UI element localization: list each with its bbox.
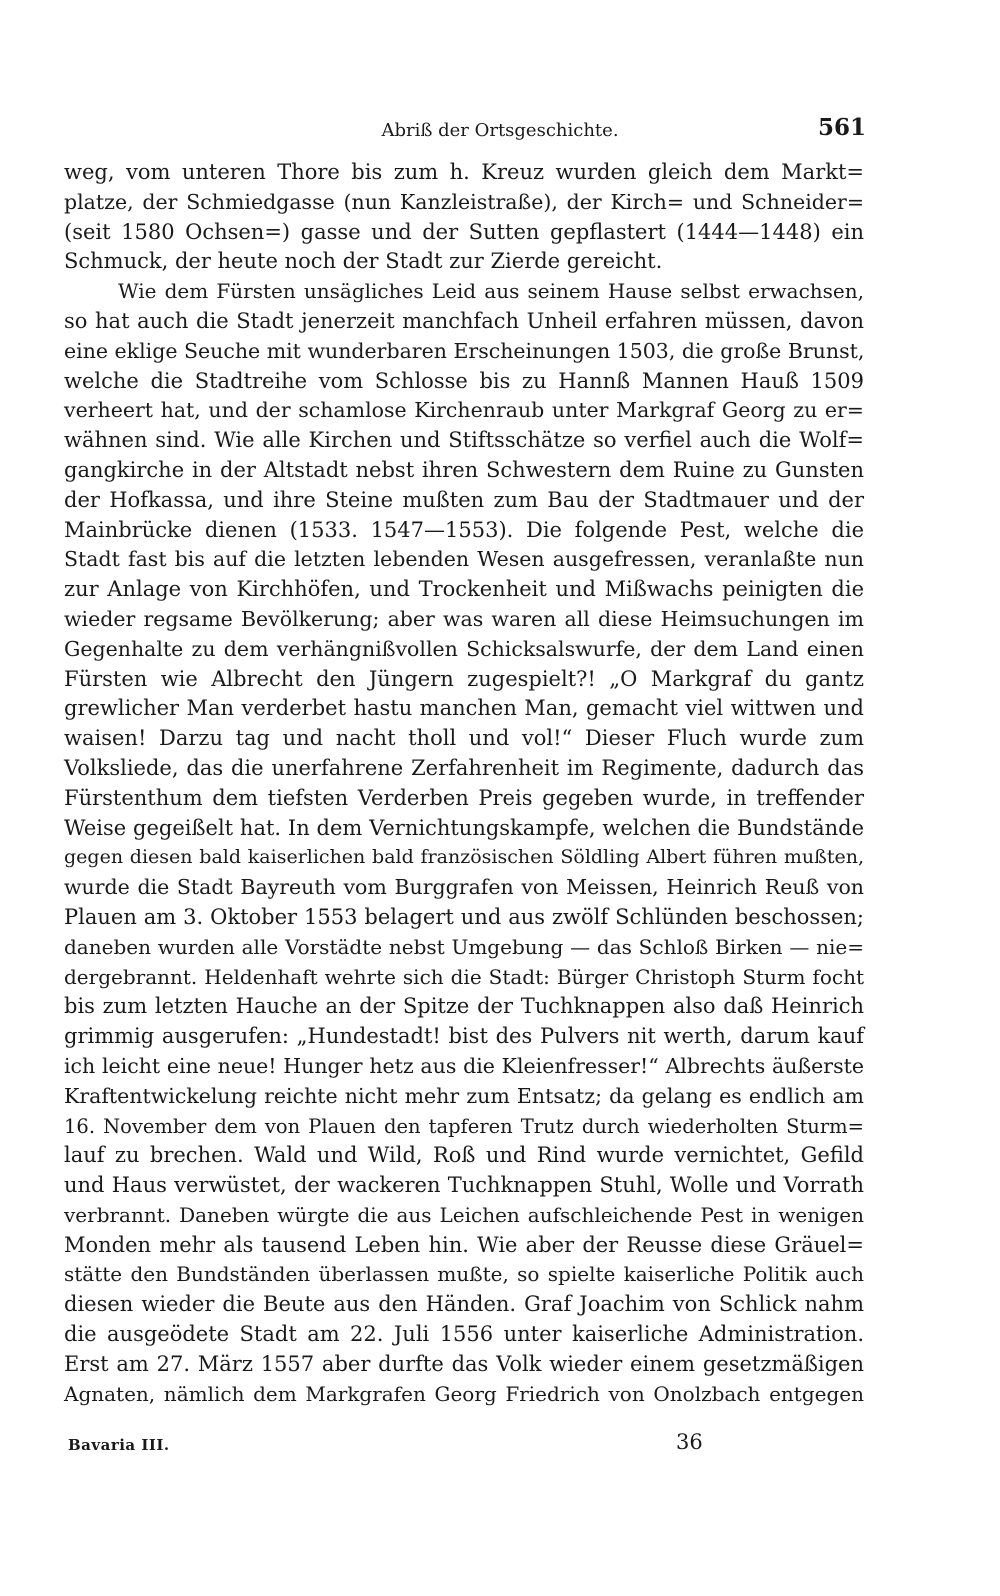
text-line: weg, vom unteren Thore bis zum h. Kreuz wurden gleich dem Markt= (64, 160, 864, 184)
text-line: platze, der Schmiedgasse (nun Kanzleistraße), der Kirch= und Schneider= (64, 189, 864, 214)
text-line: welche die Stadtreihe vom Schlosse bis zu Hannß Mannen Hauß 1509 (64, 368, 864, 393)
text-line: waisen! Darzu tag und nacht tholl und vol!“ Dieser Fluch wurde zum (64, 726, 864, 751)
text-line: Agnaten, nämlich dem Markgrafen Georg Friedrich von Onolzbach entgegen (64, 1381, 864, 1406)
text-line: gangkirche in der Altstadt nebst ihren Schwestern dem Ruine zu Gunsten (64, 457, 864, 482)
text-line: grewlicher Man verderbet hastu manchen Man, gemacht viel wittwen und (64, 696, 864, 721)
text-line: bis zum letzten Hauche an der Spitze der Tuchknappen also daß Heinrich (64, 994, 864, 1019)
text-line: so hat auch die Stadt jenerzeit manchfach Unheil erfahren müssen, davon (64, 308, 864, 333)
text-line: dergebrannt. Heldenhaft wehrte sich die Stadt: Bürger Christoph Sturm focht (64, 964, 864, 989)
text-line: grimmig ausgerufen: „Hundestadt! bist des Pulvers nit werth, darum kauf (64, 1024, 864, 1049)
text-line: Wie dem Fürsten unsägliches Leid aus seinem Hause selbst erwachsen, (118, 279, 864, 304)
text-line: wieder regsame Bevölkerung; aber was waren all diese Heimsuchungen im (64, 606, 864, 631)
text-line: ich leicht eine neue! Hunger hetz aus die Kleienfresser!“ Albrechts äußerste (64, 1053, 864, 1078)
text-line: lauf zu brechen. Wald und Wild, Roß und Rind wurde vernichtet, Gefild (64, 1143, 864, 1168)
text-line: die ausgeödete Stadt am 22. Juli 1556 unter kaiserliche Administration. (64, 1322, 864, 1347)
text-line: Gegenhalte zu dem verhängnißvollen Schicksalswurfe, der dem Land einen (64, 636, 864, 661)
running-title: Abriß der Ortsgeschichte. (381, 120, 619, 141)
text-line: Monden mehr als tausend Leben hin. Wie aber der Reusse diese Gräuel= (64, 1232, 864, 1257)
body-text (64, 158, 864, 1409)
text-line: wurde die Stadt Bayreuth vom Burggrafen von Meissen, Heinrich Reuß von (64, 875, 864, 900)
text-line: stätte den Bundständen überlassen mußte, so spielte kaiserliche Politik auch (64, 1262, 864, 1287)
text-line: gegen diesen bald kaiserlichen bald französischen Söldling Albert führen mußten, (64, 846, 864, 869)
text-line: Erst am 27. März 1557 aber durfte das Volk wieder einem gesetzmäßigen (64, 1351, 864, 1376)
text-line: verheert hat, und der schamlose Kirchenraub unter Markgraf Georg zu er= (64, 398, 864, 423)
text-line: verbrannt. Daneben würgte die aus Leichen aufschleichende Pest in wenigen (64, 1202, 864, 1227)
text-line: Kraftentwickelung reichte nicht mehr zum Entsatz; da gelang es endlich am (64, 1083, 864, 1108)
printer-signature: Bavaria III. (68, 1436, 170, 1454)
text-line: daneben wurden alle Vorstädte nebst Umgebung — das Schloß Birken — nie= (64, 934, 864, 959)
text-line: Stadt fast bis auf die letzten lebenden Wesen ausgefressen, veranlaßte nun (64, 547, 864, 572)
text-line: (seit 1580 Ochsen=) gasse und der Sutten gepflastert (1444—1448) ein (64, 219, 864, 244)
sheet-number: 36 (676, 1430, 703, 1454)
text-line: Fürsten wie Albrecht den Jüngern zugespielt?! „O Markgraf du gantz (64, 666, 864, 691)
text-line: Schmuck, der heute noch der Stadt zur Zierde gereicht. (64, 249, 663, 274)
text-line: zur Anlage von Kirchhöfen, und Trockenheit und Mißwachs peinigten die (64, 577, 864, 602)
text-line: Plauen am 3. Oktober 1553 belagert und aus zwölf Schlünden beschossen; (64, 904, 864, 929)
text-line: und Haus verwüstet, der wackeren Tuchknappen Stuhl, Wolle und Vorrath (64, 1173, 864, 1198)
text-line: der Hofkassa, und ihre Steine mußten zum Bau der Stadtmauer und der (64, 487, 864, 512)
page-number: 561 (817, 114, 866, 141)
text-line: wähnen sind. Wie alle Kirchen und Stiftsschätze so verfiel auch die Wolf= (64, 428, 864, 453)
text-line: eine eklige Seuche mit wunderbaren Erscheinungen 1503, die große Brunst, (64, 338, 865, 363)
text-line: 16. November dem von Plauen den tapferen Trutz durch wiederholten Sturm= (64, 1114, 864, 1138)
text-line: Mainbrücke dienen (1533. 1547—1553). Die folgende Pest, welche die (64, 517, 864, 542)
text-line: Weise gegeißelt hat. In dem Vernichtungskampfe, welchen die Bundstände (64, 815, 864, 840)
text-line: diesen wieder die Beute aus den Händen. Graf Joachim von Schlick nahm (64, 1292, 864, 1317)
text-line: Fürstenthum dem tiefsten Verderben Preis gegeben wurde, in treffender (64, 785, 864, 810)
text-line: Volksliede, das die unerfahrene Zerfahrenheit im Regimente, dadurch das (64, 755, 864, 780)
